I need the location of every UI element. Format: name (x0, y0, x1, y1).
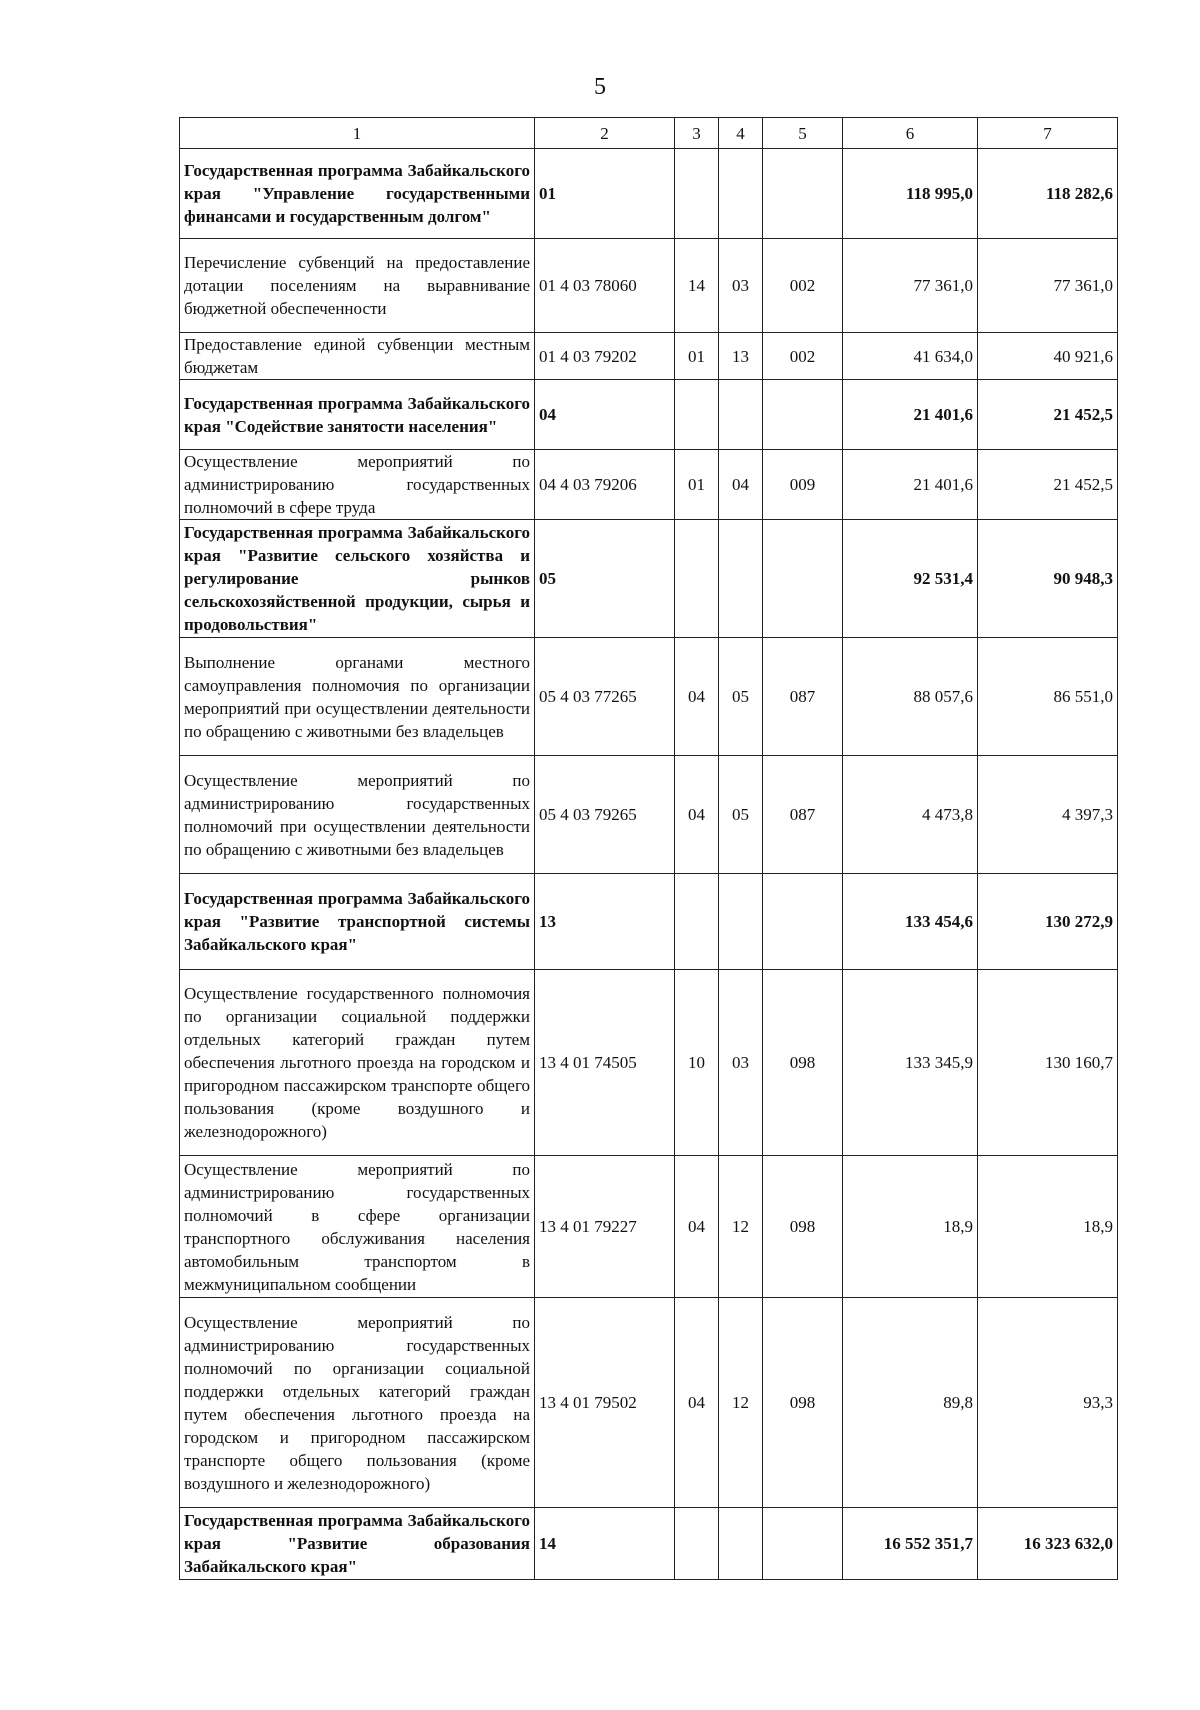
amount-col7: 40 921,6 (978, 333, 1118, 380)
amount-col7: 4 397,3 (978, 756, 1118, 874)
program-name: Государственная программа Забайкальского края "Развитие транспортной системы Забайкальского края" (180, 874, 535, 970)
header-cell: 5 (763, 118, 843, 149)
subsection-code: 05 (719, 638, 763, 756)
page-number: 5 (594, 74, 606, 100)
department-code: 009 (763, 450, 843, 520)
subsection-code (719, 149, 763, 239)
amount-col6: 21 401,6 (843, 380, 978, 450)
section-code: 01 (675, 450, 719, 520)
amount-col6: 77 361,0 (843, 239, 978, 333)
expense-name: Осуществление мероприятий по администрированию государственных полномочий в сфере труда (180, 450, 535, 520)
amount-col7: 21 452,5 (978, 380, 1118, 450)
table-row (180, 520, 1118, 638)
section-code (675, 380, 719, 450)
target-code: 13 (535, 874, 675, 970)
target-code: 13 4 01 79502 (535, 1298, 675, 1508)
subsection-code: 12 (719, 1298, 763, 1508)
table-row (180, 450, 1118, 520)
subsection-code (719, 1508, 763, 1580)
section-code: 04 (675, 1156, 719, 1298)
table-row (180, 1156, 1118, 1298)
department-code (763, 149, 843, 239)
target-code: 01 4 03 78060 (535, 239, 675, 333)
header-cell: 2 (535, 118, 675, 149)
section-code: 04 (675, 638, 719, 756)
amount-col6: 4 473,8 (843, 756, 978, 874)
table-row (180, 1508, 1118, 1580)
program-name: Государственная программа Забайкальского края "Управление государственными финансами и государственным долгом" (180, 149, 535, 239)
department-code: 087 (763, 756, 843, 874)
table-row (180, 638, 1118, 756)
program-name: Государственная программа Забайкальского края "Содействие занятости населения" (180, 380, 535, 450)
department-code (763, 874, 843, 970)
subsection-code: 04 (719, 450, 763, 520)
amount-col7: 86 551,0 (978, 638, 1118, 756)
target-code: 14 (535, 1508, 675, 1580)
amount-col6: 21 401,6 (843, 450, 978, 520)
target-code: 04 (535, 380, 675, 450)
expense-name: Выполнение органами местного самоуправления полномочия по организации мероприятий при осуществлении деятельности по обращению с животными без владельцев (180, 638, 535, 756)
amount-col6: 118 995,0 (843, 149, 978, 239)
header-cell: 7 (978, 118, 1118, 149)
amount-col6: 16 552 351,7 (843, 1508, 978, 1580)
amount-col7: 118 282,6 (978, 149, 1118, 239)
subsection-code: 12 (719, 1156, 763, 1298)
amount-col7: 21 452,5 (978, 450, 1118, 520)
subsection-code: 03 (719, 970, 763, 1156)
department-code (763, 380, 843, 450)
target-code: 05 (535, 520, 675, 638)
budget-table (179, 117, 1118, 1580)
target-code: 04 4 03 79206 (535, 450, 675, 520)
amount-col6: 133 345,9 (843, 970, 978, 1156)
header-row (180, 118, 1118, 149)
amount-col6: 18,9 (843, 1156, 978, 1298)
department-code: 098 (763, 1156, 843, 1298)
amount-col7: 93,3 (978, 1298, 1118, 1508)
subsection-code: 13 (719, 333, 763, 380)
table-row (180, 239, 1118, 333)
table-row (180, 874, 1118, 970)
expense-name: Осуществление мероприятий по администрированию государственных полномочий в сфере организации транспортного обслуживания населения автомобильным транспортом в межмуниципальном сообщении (180, 1156, 535, 1298)
subsection-code: 05 (719, 756, 763, 874)
section-code: 01 (675, 333, 719, 380)
section-code: 10 (675, 970, 719, 1156)
expense-name: Осуществление мероприятий по администрированию государственных полномочий при осуществлении деятельности по обращению с животными без владельцев (180, 756, 535, 874)
target-code: 01 4 03 79202 (535, 333, 675, 380)
department-code: 098 (763, 1298, 843, 1508)
department-code: 098 (763, 970, 843, 1156)
subsection-code: 03 (719, 239, 763, 333)
table-row (180, 380, 1118, 450)
target-code: 05 4 03 79265 (535, 756, 675, 874)
header-cell: 1 (180, 118, 535, 149)
subsection-code (719, 874, 763, 970)
header-cell: 4 (719, 118, 763, 149)
expense-name: Перечисление субвенций на предоставление дотации поселениям на выравнивание бюджетной обеспеченности (180, 239, 535, 333)
amount-col6: 41 634,0 (843, 333, 978, 380)
table-row (180, 970, 1118, 1156)
expense-name: Осуществление мероприятий по администрированию государственных полномочий по организации социальной поддержки отдельных категорий граждан путем обеспечения льготного проезда на городском и пригородном пассажирском транспорте общего пользования (кроме воздушного и железнодорожного) (180, 1298, 535, 1508)
program-name: Государственная программа Забайкальского края "Развитие образования Забайкальского края" (180, 1508, 535, 1580)
amount-col6: 89,8 (843, 1298, 978, 1508)
department-code: 087 (763, 638, 843, 756)
amount-col7: 16 323 632,0 (978, 1508, 1118, 1580)
table-row (180, 149, 1118, 239)
header-cell: 6 (843, 118, 978, 149)
section-code (675, 874, 719, 970)
target-code: 05 4 03 77265 (535, 638, 675, 756)
section-code (675, 149, 719, 239)
target-code: 13 4 01 74505 (535, 970, 675, 1156)
program-name: Государственная программа Забайкальского края "Развитие сельского хозяйства и регулирование рынков сельскохозяйственной продукции, сырья и продовольствия" (180, 520, 535, 638)
expense-name: Осуществление государственного полномочия по организации социальной поддержки отдельных категорий граждан путем обеспечения льготного проезда на городском и пригородном пассажирском транспорте общего пользования (кроме воздушного и железнодорожного) (180, 970, 535, 1156)
table-row (180, 1298, 1118, 1508)
amount-col6: 133 454,6 (843, 874, 978, 970)
amount-col7: 130 160,7 (978, 970, 1118, 1156)
amount-col7: 18,9 (978, 1156, 1118, 1298)
section-code (675, 520, 719, 638)
department-code (763, 1508, 843, 1580)
department-code: 002 (763, 239, 843, 333)
expense-name: Предоставление единой субвенции местным бюджетам (180, 333, 535, 380)
table-row (180, 333, 1118, 380)
department-code: 002 (763, 333, 843, 380)
amount-col7: 77 361,0 (978, 239, 1118, 333)
amount-col6: 88 057,6 (843, 638, 978, 756)
amount-col6: 92 531,4 (843, 520, 978, 638)
subsection-code (719, 520, 763, 638)
amount-col7: 90 948,3 (978, 520, 1118, 638)
amount-col7: 130 272,9 (978, 874, 1118, 970)
department-code (763, 520, 843, 638)
section-code: 04 (675, 1298, 719, 1508)
target-code: 01 (535, 149, 675, 239)
subsection-code (719, 380, 763, 450)
section-code: 04 (675, 756, 719, 874)
section-code (675, 1508, 719, 1580)
header-cell: 3 (675, 118, 719, 149)
table-row (180, 756, 1118, 874)
section-code: 14 (675, 239, 719, 333)
target-code: 13 4 01 79227 (535, 1156, 675, 1298)
